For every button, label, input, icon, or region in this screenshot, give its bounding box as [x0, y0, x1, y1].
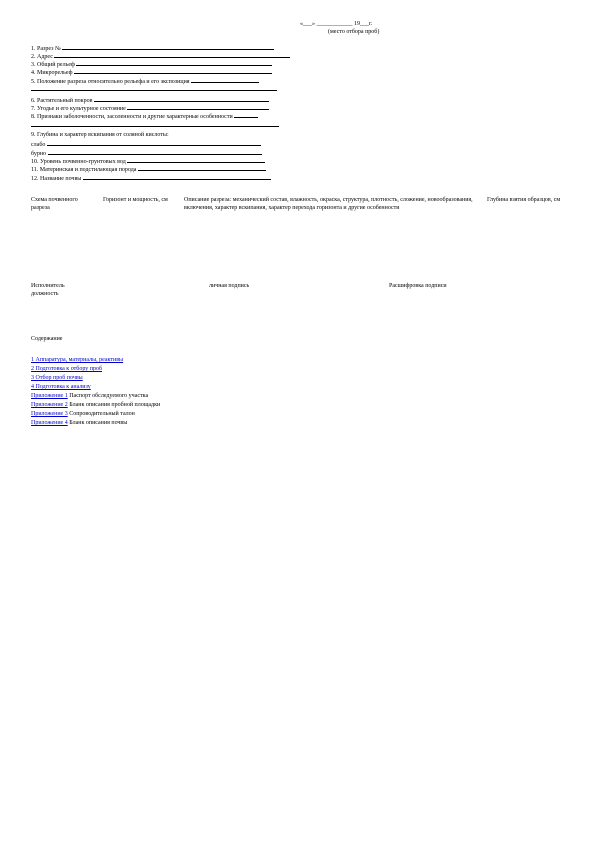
- field-row: [31, 132, 169, 139]
- field-label: 11. Материнская и подстилающая порода: [31, 167, 137, 173]
- field-underline: [31, 126, 279, 127]
- signature-personal: личная подпись: [209, 283, 250, 289]
- toc-link[interactable]: 4 Подготовка к анализу: [31, 384, 91, 390]
- date-line: «___» ____________ 19___г.: [300, 21, 373, 27]
- field-underline: [31, 90, 277, 91]
- column-header-depth: Глубина взятия образцов, см: [487, 197, 561, 203]
- list-item: [31, 375, 83, 382]
- list-item: [31, 384, 91, 391]
- field-label: слабо: [31, 142, 46, 148]
- field-label: 5. Положение разреза относительно рельефа и его экспозиция: [31, 79, 190, 85]
- field-row: [31, 112, 258, 121]
- field-underline[interactable]: [234, 112, 258, 118]
- list-item: [31, 366, 102, 373]
- field-underline[interactable]: [83, 174, 271, 180]
- toc-link[interactable]: Приложение 3: [31, 411, 68, 417]
- field-underline[interactable]: [94, 96, 269, 102]
- toc-link[interactable]: 1 Аппаратура, материалы, реактивы: [31, 357, 124, 363]
- list-item: [31, 420, 127, 427]
- field-label: 1. Разрез №: [31, 46, 61, 52]
- field-label: 3. Общий рельеф: [31, 62, 75, 68]
- field-underline[interactable]: [54, 52, 290, 58]
- field-underline[interactable]: [48, 149, 262, 155]
- toc-link[interactable]: Приложение 4: [31, 420, 68, 426]
- toc-text: Сопроводительный талон: [67, 411, 135, 417]
- field-row: [31, 165, 266, 174]
- field-underline[interactable]: [138, 165, 266, 171]
- list-item: [31, 393, 148, 400]
- field-label: 12. Название почвы: [31, 176, 82, 182]
- field-row: [31, 77, 259, 86]
- field-label: 6. Растительный покров: [31, 98, 93, 104]
- field-label: 8. Признаки заболоченности, засоленности и другие характерные особенности: [31, 114, 233, 120]
- toc-link[interactable]: 2 Подготовка к отбору проб: [31, 366, 103, 372]
- signature-executor: Исполнитель должность: [31, 283, 65, 297]
- field-underline[interactable]: [191, 77, 259, 83]
- signature-decoding: Расшифровка подписи: [389, 283, 447, 289]
- list-item: [31, 411, 135, 418]
- field-row: [31, 68, 272, 77]
- field-label: 4. Микрорельеф: [31, 70, 73, 76]
- field-underline[interactable]: [62, 44, 274, 50]
- field-label: 7. Угодье и его культурное состояние: [31, 106, 126, 112]
- list-item: [31, 402, 160, 409]
- field-row: [31, 174, 271, 183]
- toc-link[interactable]: Приложение 1: [31, 393, 68, 399]
- field-underline[interactable]: [47, 140, 261, 146]
- field-underline[interactable]: [76, 60, 272, 66]
- field-underline[interactable]: [74, 68, 272, 74]
- field-underline[interactable]: [127, 157, 265, 163]
- toc-text: Паспорт обследуемого участка: [67, 393, 149, 399]
- field-label: 10. Уровень почвенно-грунтовых вод: [31, 159, 126, 165]
- contents-title: Содержание: [31, 336, 63, 342]
- field-label: 9. Глубина и характер вскипания от соляной кислоты:: [31, 132, 169, 138]
- column-header-horizon: Горизонт и мощность, см: [103, 197, 168, 203]
- field-label: 2. Адрес: [31, 54, 53, 60]
- column-header-description: Описание разреза: механический состав, влажность, окраска, структура, плотность, сложение, новообразования, включения, характер вскипания, характер перехода горизонта и другие особенности: [184, 197, 473, 211]
- field-row: [31, 140, 261, 149]
- list-item: [31, 357, 123, 364]
- toc-text: Бланк описания почвы: [67, 420, 128, 426]
- toc-link[interactable]: Приложение 2: [31, 402, 68, 408]
- field-label: бурно: [31, 151, 47, 157]
- column-header-scheme: Схема почвенного разреза: [31, 197, 78, 211]
- field-underline[interactable]: [127, 104, 269, 110]
- toc-text: Бланк описания пробной площадки: [67, 402, 161, 408]
- toc-link[interactable]: 3 Отбор проб почвы: [31, 375, 83, 381]
- place-caption: (место отбора проб): [328, 29, 380, 35]
